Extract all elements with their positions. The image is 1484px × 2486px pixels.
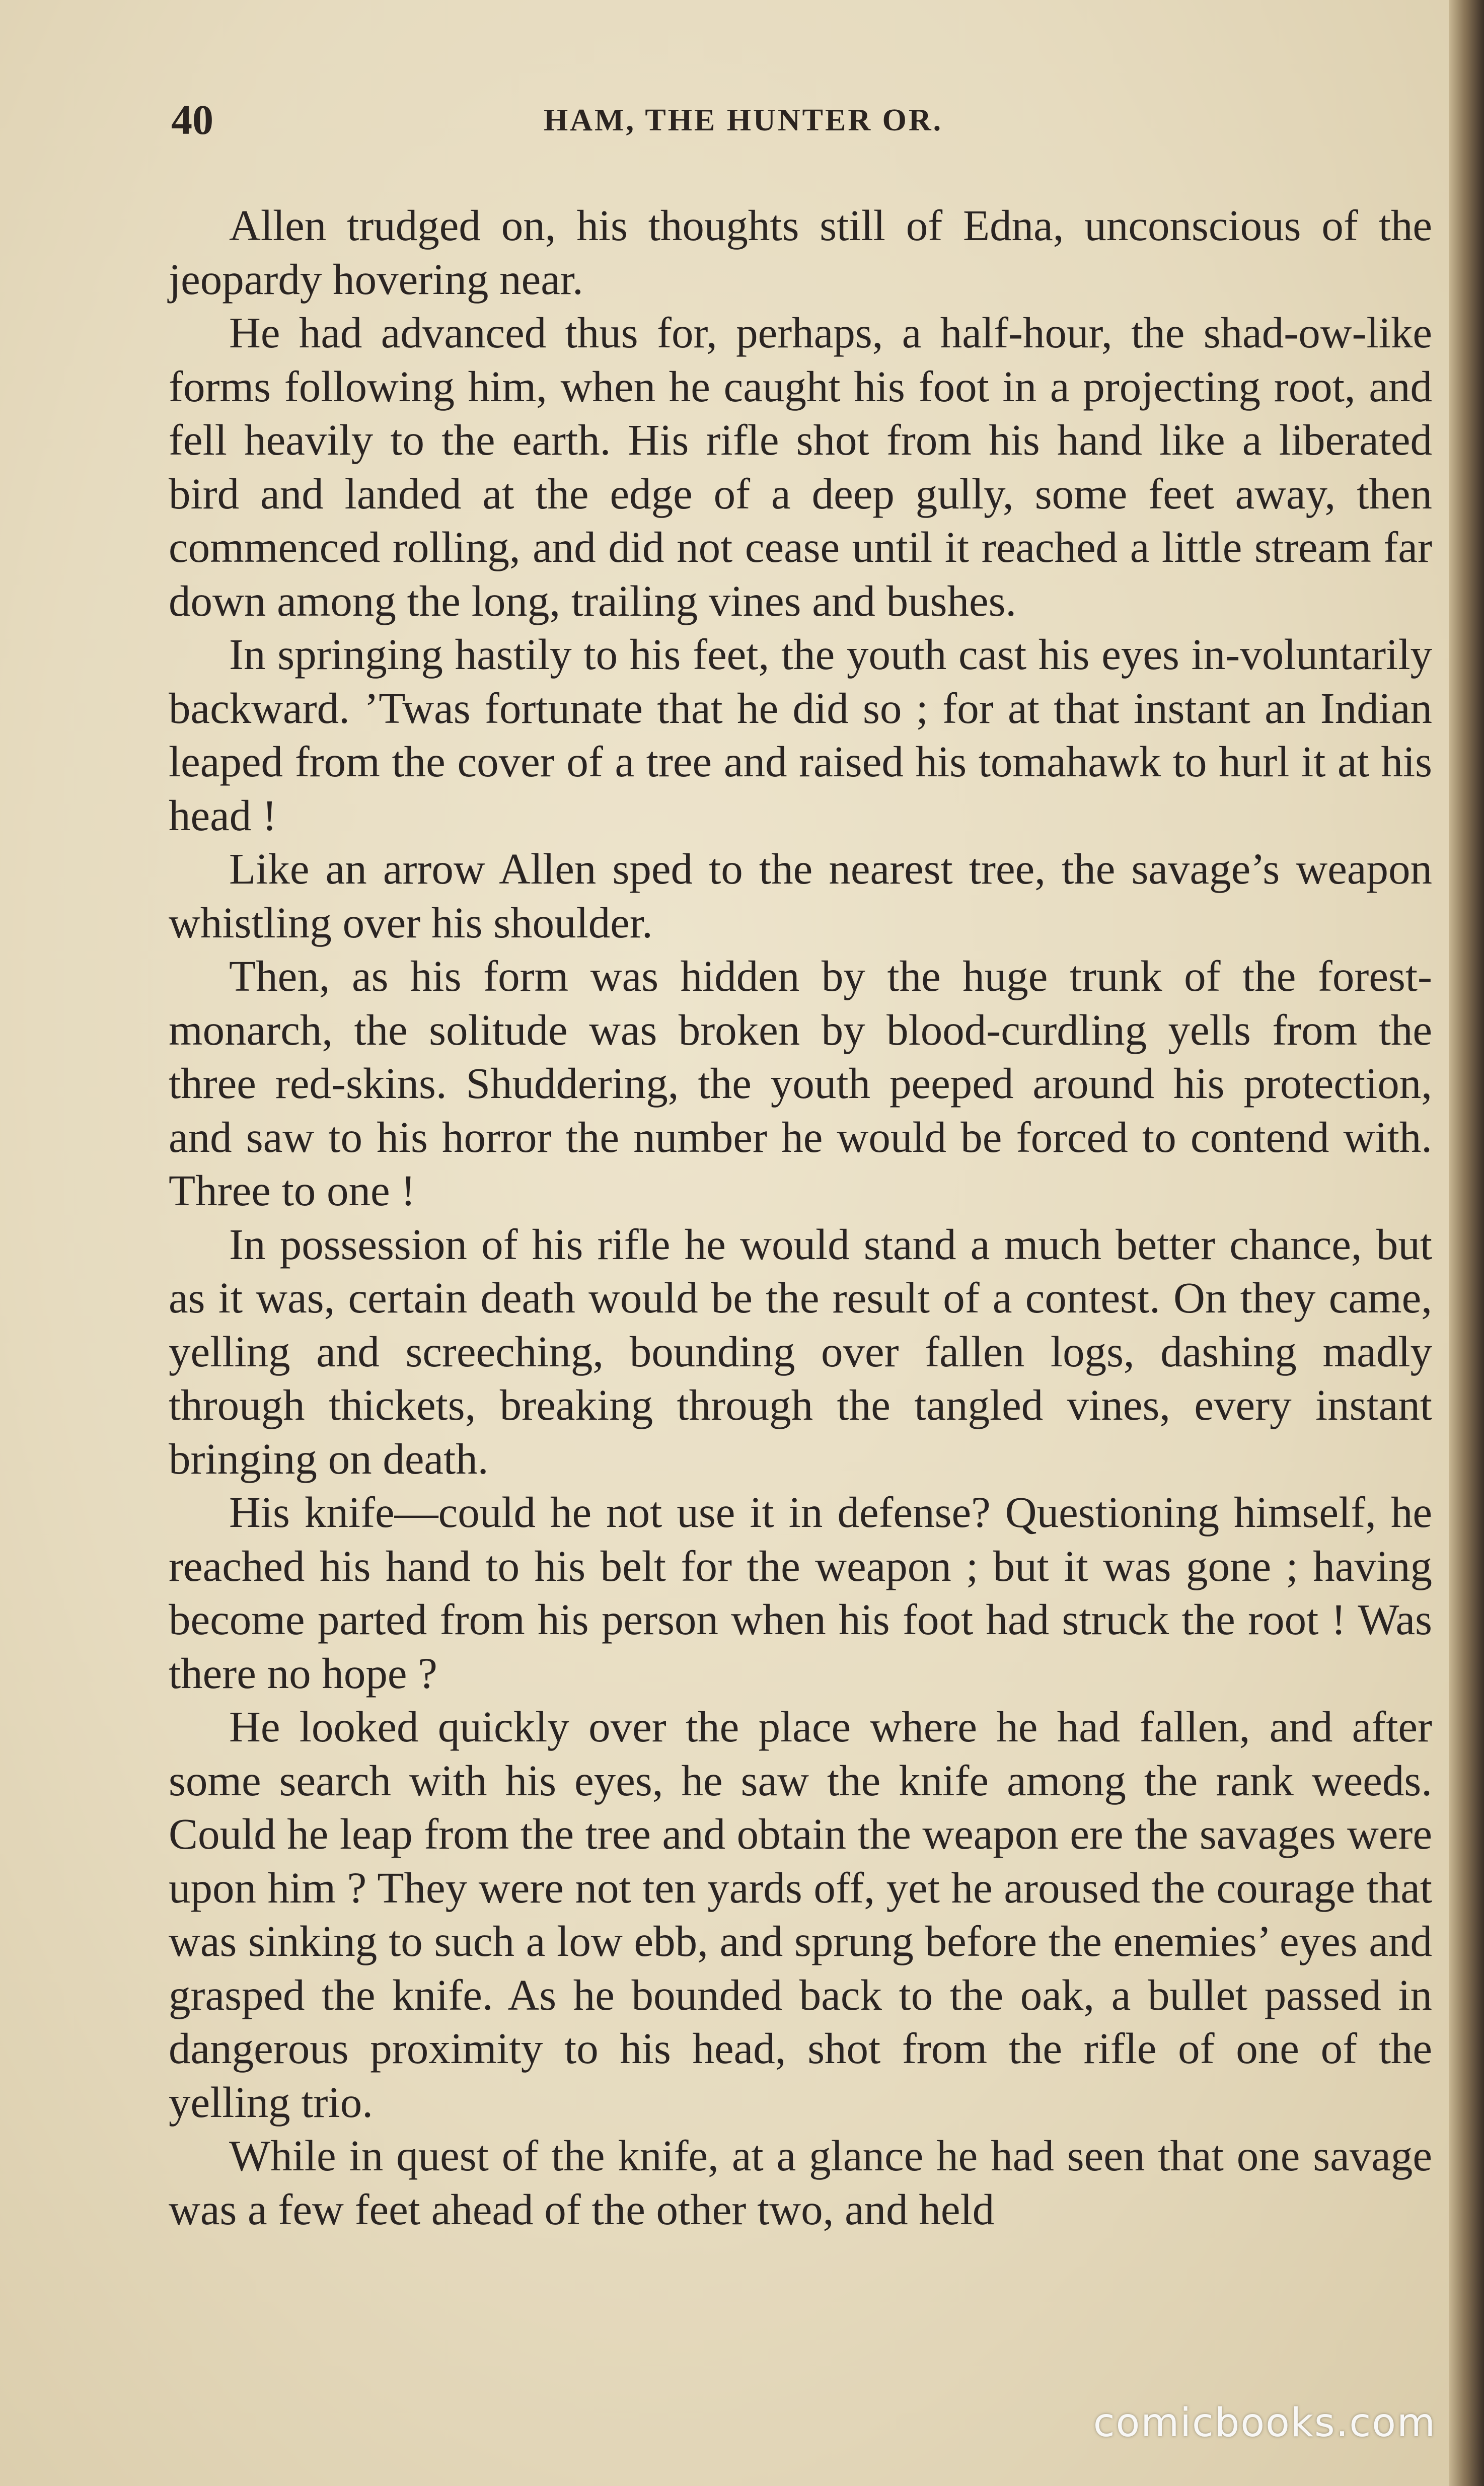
paragraph: Allen trudged on, his thoughts still of Edna, unconscious of the jeopardy hovering near. xyxy=(169,201,1432,304)
paragraph: He had advanced thus for, perhaps, a half-hour, the shad-ow-like forms following him, when he caught his foot in a projecting root, and fell heavily to the earth. His rifle shot from his hand like a liberated bird and landed at the edge of a deep gully, some feet away, then commenced rolling, and did not cease until it reached a little stream far down among the long, trailing vines and bushes. xyxy=(169,308,1432,625)
paragraph: He looked quickly over the place where he had fallen, and after some search with his eyes, he saw the knife among the rank weeds. Could he leap from the tree and obtain the weapon ere the savages were upon him ? They were not ten yards off, yet he aroused the courage that was sinking to such a low ebb, and sprung before the enemies’ eyes and grasped the knife. As he bounded back to the oak, a bullet passed in dangerous proximity to his head, shot from the rifle of one of the yelling trio. xyxy=(169,1702,1432,2127)
watermark: comicbooks.com xyxy=(1093,2400,1436,2446)
running-head: HAM, THE HUNTER OR. xyxy=(544,103,943,137)
page-number: 40 xyxy=(171,97,213,143)
paragraph: Like an arrow Allen sped to the nearest tree, the savage’s weapon whistling over his shoulder. xyxy=(169,844,1432,947)
paragraph: In springing hastily to his feet, the youth cast his eyes in-voluntarily backward. ’Twas fortunate that he did so ; for at that instant an Indian leaped from the cover of a tree and raised his tomahawk to hurl it at his head ! xyxy=(169,630,1432,840)
page-edge-shadow xyxy=(1449,0,1484,2486)
paragraph: His knife—could he not use it in defense? Questioning himself, he reached his hand to his belt for the weapon ; but it was gone ; having become parted from his person when his foot had struck the root ! Was there no hope ? xyxy=(169,1488,1432,1698)
paragraph: In possession of his rifle he would stand a much better chance, but as it was, certain death would be the result of a contest. On they came, yelling and screeching, bounding over fallen logs, dashing madly through thickets, breaking through the tangled vines, every instant bringing on death. xyxy=(169,1219,1432,1483)
paragraph: While in quest of the knife, at a glance he had seen that one savage was a few feet ahead of the other two, and held xyxy=(169,2131,1432,2234)
page-header xyxy=(171,96,1430,151)
body-text xyxy=(169,199,1432,2236)
paragraph: Then, as his form was hidden by the huge trunk of the forest-monarch, the solitude was broken by blood-curdling yells from the three red-skins. Shuddering, the youth peeped around his protection, and saw to his horror the number he would be forced to contend with. Three to one ! xyxy=(169,952,1432,1215)
